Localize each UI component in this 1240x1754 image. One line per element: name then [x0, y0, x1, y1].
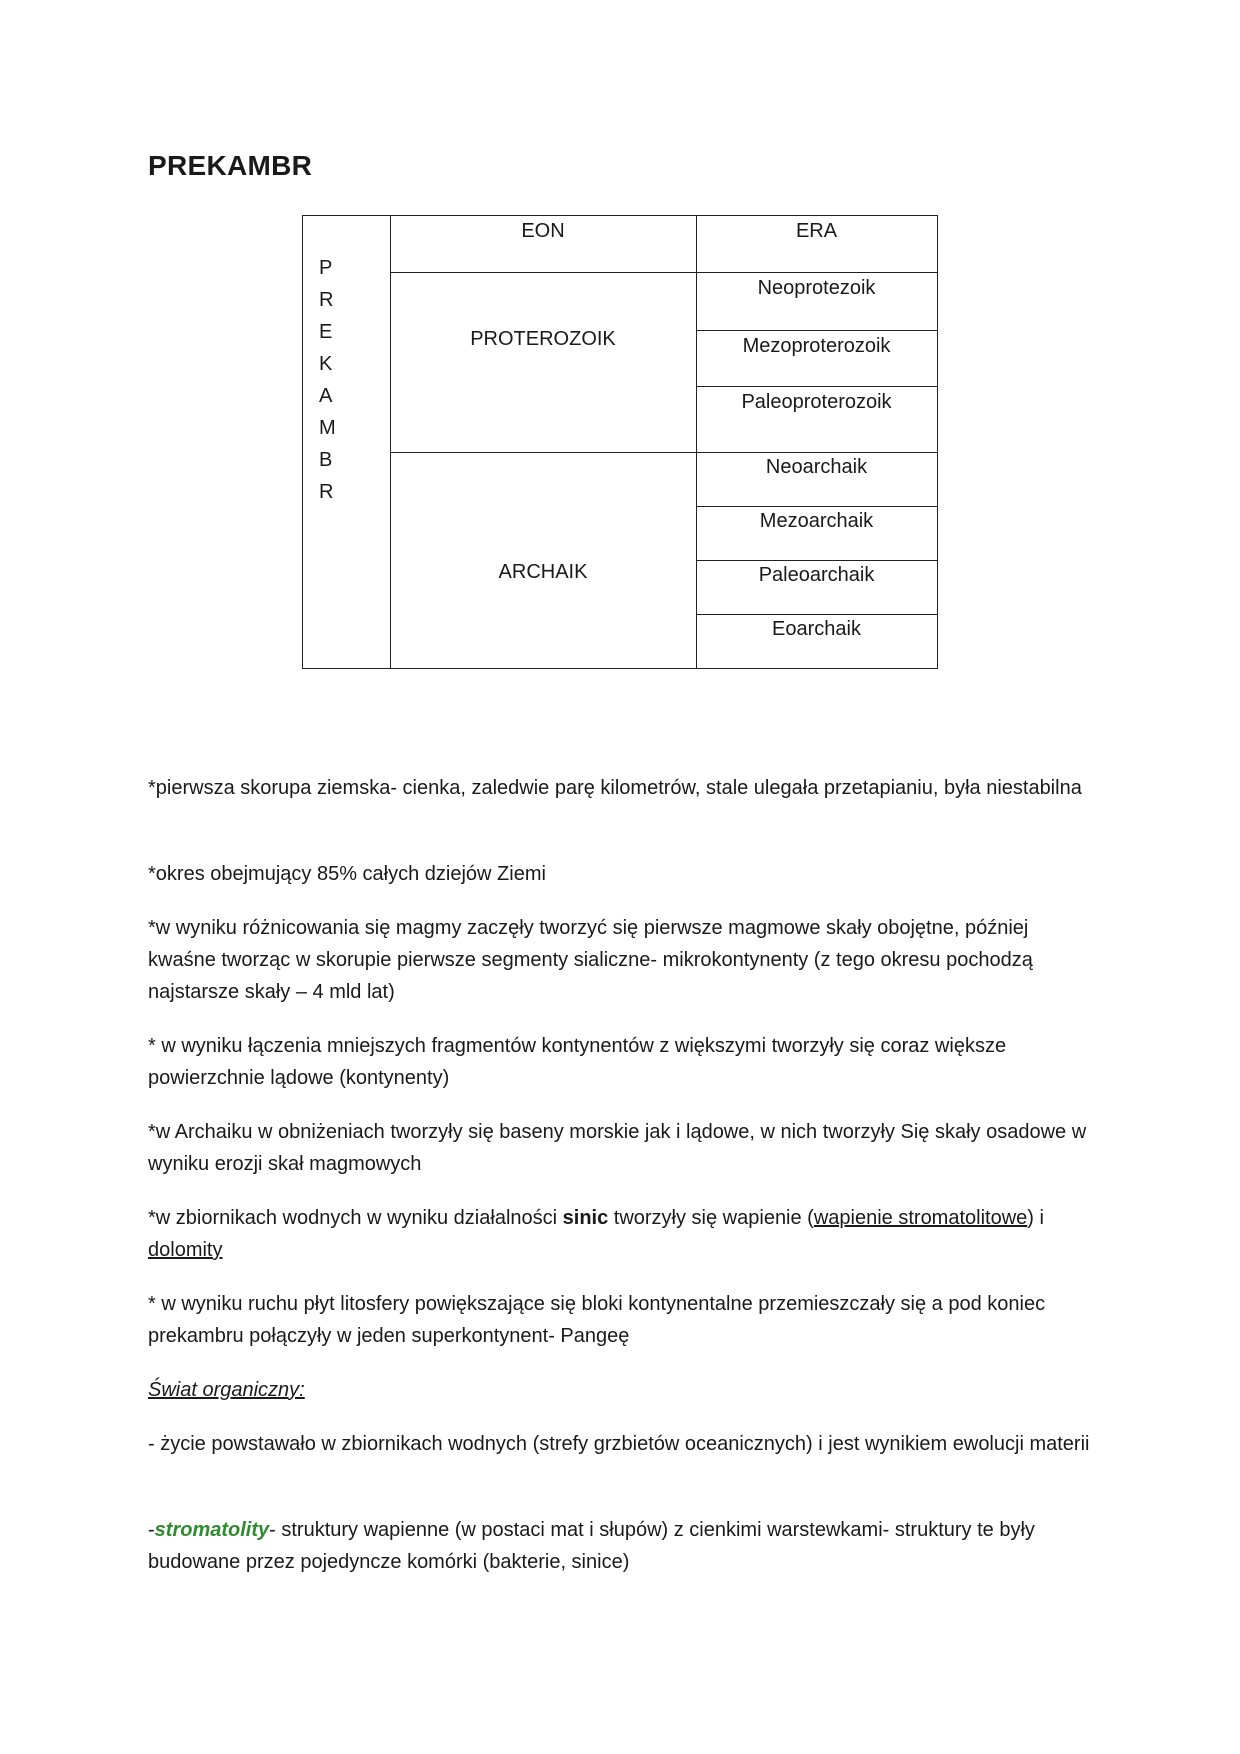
underlined-term: dolomity	[148, 1239, 223, 1261]
side-letter: P	[319, 257, 333, 279]
table-divider	[390, 272, 937, 273]
highlighted-term-stromatolity: stromatolity	[154, 1519, 270, 1541]
table-divider	[696, 386, 937, 387]
table-divider	[696, 614, 937, 615]
eon-proterozoik: PROTEROZOIK	[470, 328, 616, 350]
section-heading: Świat organiczny:	[148, 1379, 305, 1401]
era-cell: Mezoarchaik	[759, 510, 874, 532]
text-run: tworzyły się wapienie (	[608, 1207, 814, 1229]
eon-era-table	[302, 215, 938, 669]
paragraph: * w wyniku ruchu płyt litosfery powiększające się bloki kontynentalne przemieszczały się a pod koniec prekambru połączyły w jeden superkontynent- Pangeę	[148, 1293, 1046, 1347]
eon-archaik: ARCHAIK	[498, 561, 588, 583]
paragraph: * w wyniku łączenia mniejszych fragmentów kontynentów z większymi tworzyły się coraz większe powierzchnie lądowe (kontynenty)	[148, 1035, 1007, 1089]
header-era: ERA	[795, 220, 838, 242]
underlined-term: wapienie stromatolitowe	[813, 1207, 1028, 1229]
side-letter: R	[319, 289, 334, 311]
paragraph	[148, 1202, 1098, 1266]
era-cell: Eoarchaik	[772, 618, 861, 640]
side-letter: K	[319, 353, 333, 375]
era-cell: Neoarchaik	[765, 456, 868, 478]
table-divider	[696, 506, 937, 507]
paragraph: *pierwsza skorupa ziemska- cienka, zaledwie parę kilometrów, stale ulegała przetapianiu, była niestabilna	[148, 777, 1082, 799]
text-run: - struktury wapienne (w postaci mat i słupów) z cienkimi warstewkami- struktury te były budowane przez pojedyncze komórki (bakterie, sinice)	[148, 1519, 1035, 1573]
table-divider	[390, 216, 391, 668]
era-cell: Neoprotezoik	[757, 277, 876, 299]
era-cell: Mezoproterozoik	[742, 335, 891, 357]
table-divider	[696, 330, 937, 331]
text-run: ) i	[1027, 1207, 1044, 1229]
side-letter: M	[319, 417, 336, 439]
paragraph	[148, 1514, 1098, 1578]
prekambr-vertical-label	[319, 252, 336, 508]
table-divider	[390, 452, 937, 453]
side-letter: R	[319, 481, 334, 503]
paragraph: *w wyniku różnicowania się magmy zaczęły tworzyć się pierwsze magmowe skały obojętne, później kwaśne tworząc w skorupie pierwsze segmenty sialiczne- mikrokontynenty (z tego okresu pochodzą najstarsze skały – 4 mld lat)	[148, 917, 1033, 1003]
paragraph: *w Archaiku w obniżeniach tworzyły się baseny morskie jak i lądowe, w nich tworzyły Się skały osadowe w wyniku erozji skał magmowych	[148, 1121, 1087, 1175]
paragraph: - życie powstawało w zbiornikach wodnych (strefy grzbietów oceanicznych) i jest wynikiem ewolucji materii	[148, 1433, 1090, 1455]
table-divider	[696, 560, 937, 561]
header-eon: EON	[521, 220, 565, 242]
bold-term-sinic: sinic	[562, 1207, 609, 1229]
page-title: PREKAMBR	[148, 150, 313, 181]
side-letter: B	[319, 449, 333, 471]
side-letter: A	[319, 385, 333, 407]
text-run: -	[148, 1519, 155, 1541]
era-cell: Paleoproterozoik	[741, 391, 892, 413]
paragraph: *okres obejmujący 85% całych dziejów Ziemi	[148, 863, 546, 885]
side-letter: E	[319, 321, 333, 343]
era-cell: Paleoarchaik	[758, 564, 875, 586]
text-run: *w zbiornikach wodnych w wyniku działalności	[148, 1207, 563, 1229]
